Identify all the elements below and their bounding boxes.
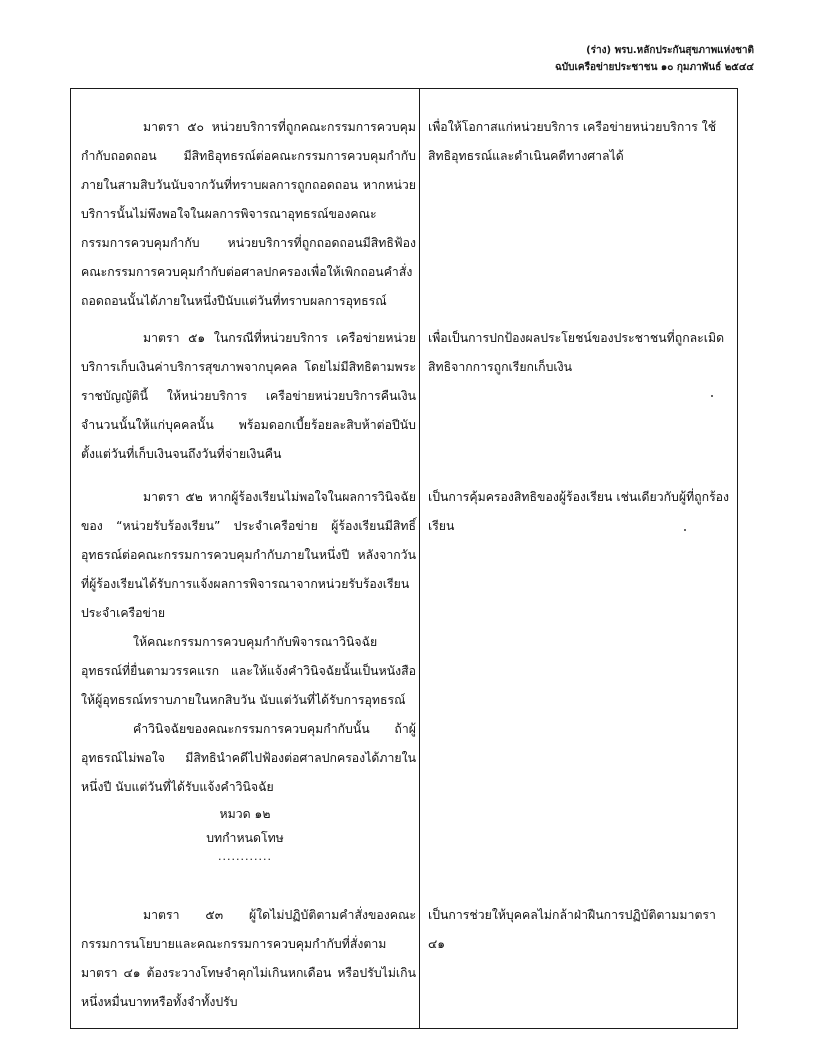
section-51-paragraph: มาตรา ๕๑ ในกรณีที่หน่วยบริการ เครือข่ายหน่วยบริการเก็บเงินค่าบริการสุขภาพจากบุคคล โดยไม่มีสิทธิตามพระราชบัญญัตินี้ ให้หน่วยบริการ เครือข่ายหน่วยบริการคืนเงินจำนวนนั้นให้แก่บุคคลนั้น พร้อมดอกเบี้ยร้อยละสิบห้าต่อปีนับตั้งแต่วันที่เก็บเงินจนถึงวันที่จ่ายเงินคืน bbox=[81, 331, 416, 461]
section-53-text bbox=[81, 901, 416, 1017]
chapter-heading bbox=[71, 802, 419, 864]
section-52-text bbox=[81, 483, 416, 802]
comparison-table bbox=[70, 88, 738, 1029]
section-51-rationale-text: เพื่อเป็นการปกป้องผลประโยชน์ของประชาชนที่ถูกละเมิดสิทธิจากการถูกเรียกเก็บเงิน bbox=[428, 331, 725, 374]
scan-speck bbox=[711, 395, 713, 397]
section-52-paragraph-1: มาตรา ๕๒ หากผู้ร้องเรียนไม่พอใจในผลการวินิจฉัยของ “หน่วยรับร้องเรียน” ประจำเครือข่าย ผู้ร้องเรียนมีสิทธิ์อุทธรณ์ต่อคณะกรรมการควบคุมกำกับภายในหนึ่งปี หลังจากวันที่ผู้ร้องเรียนได้รับการแจ้งผลการพิจารณาจากหน่วยรับร้องเรียนประจำเครือข่าย bbox=[81, 490, 416, 620]
section-52-paragraph-2: ให้คณะกรรมการควบคุมกำกับพิจารณาวินิจฉัยอุทธรณ์ที่ยื่นตามวรรคแรก และให้แจ้งคำวินิจฉัยนั้นเป็นหนังสือให้ผู้อุทธรณ์ทราบภายในหกสิบวัน นับแต่วันที่ได้รับการอุทธรณ์ bbox=[81, 635, 416, 707]
section-52-paragraph-3: คำวินิจฉัยของคณะกรรมการควบคุมกำกับนั้น ถ้าผู้อุทธรณ์ไม่พอใจ มีสิทธินำคดีไปฟ้องต่อศาลปกครองได้ภายในหนึ่งปี นับแต่วันที่ได้รับแจ้งคำวินิจฉัย bbox=[81, 722, 416, 794]
header-draft-title: (ร่าง) พรบ.หลักประกันสุขภาพแห่งชาติ bbox=[586, 45, 754, 56]
section-50-rationale-text: เพื่อให้โอกาสแก่หน่วยบริการ เครือข่ายหน่วยบริการ ใช้สิทธิอุทธรณ์และดำเนินคดีทางศาลได้ bbox=[428, 120, 717, 163]
scan-speck bbox=[684, 529, 686, 531]
section-53-paragraph: มาตรา ๕๓ ผู้ใดไม่ปฏิบัติตามคำสั่งของคณะกรรมการนโยบายและคณะกรรมการควบคุมกำกับที่สั่งตามมาตรา ๔๑ ต้องระวางโทษจำคุกไม่เกินหกเดือน หรือปรับไม่เกินหนึ่งหมื่นบาทหรือทั้งจำทั้งปรับ bbox=[81, 908, 416, 1009]
chapter-title: บทกำหนดโทษ bbox=[206, 831, 284, 845]
section-51-rationale bbox=[428, 324, 730, 382]
document-header bbox=[555, 42, 754, 76]
section-53-rationale bbox=[428, 901, 730, 959]
section-51-text bbox=[81, 324, 416, 469]
header-edition-date: ฉบับเครือข่ายประชาชน ๑๐ กุมภาพันธ์ ๒๕๔๔ bbox=[555, 62, 754, 73]
section-50-paragraph: มาตรา ๕๐ หน่วยบริการที่ถูกคณะกรรมการควบคุมกำกับถอดถอน มีสิทธิอุทธรณ์ต่อคณะกรรมการควบคุมกำกับภายในสามสิบวันนับจากวันที่ทราบผลการถูกถอดถอน หากหน่วยบริการนั้นไม่พึงพอใจในผลการพิจารณาอุทธรณ์ของคณะกรรมการควบคุมกำกับ หน่วยบริการที่ถูกถอดถอนมีสิทธิฟ้องคณะกรรมการควบคุมกำกับต่อศาลปกครองเพื่อให้เพิกถอนคำสั่งถอดถอนนั้นได้ภายในหนึ่งปีนับแต่วันที่ทราบผลการอุทธรณ์ bbox=[81, 120, 416, 308]
section-50-text bbox=[81, 113, 416, 316]
chapter-number: หมวด ๑๒ bbox=[219, 807, 271, 821]
column-divider bbox=[419, 89, 420, 1028]
section-52-rationale-text: เป็นการคุ้มครองสิทธิของผู้ร้องเรียน เช่นเดียวกับผู้ที่ถูกร้องเรียน bbox=[428, 490, 730, 533]
chapter-separator: ............ bbox=[218, 850, 272, 863]
section-50-rationale bbox=[428, 113, 730, 171]
section-53-rationale-text: เป็นการช่วยให้บุคคลไม่กล้าฝ่าฝืนการปฏิบัติตามมาตรา ๔๑ bbox=[428, 908, 716, 951]
section-52-rationale bbox=[428, 483, 730, 541]
